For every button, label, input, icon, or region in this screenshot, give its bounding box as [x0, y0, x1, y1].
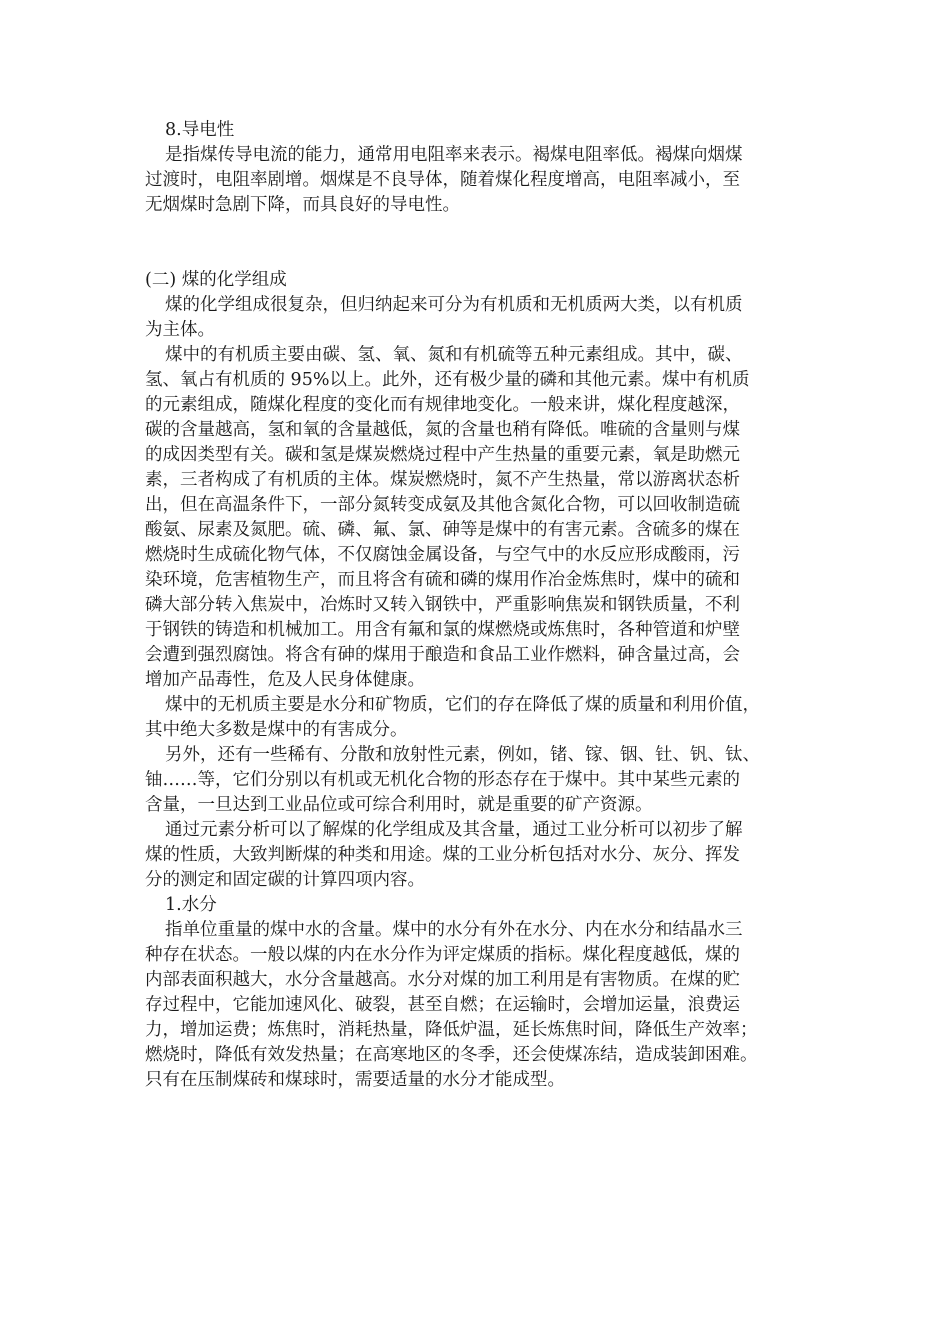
blank-line: [145, 243, 835, 268]
text-line: 指单位重量的煤中水的含量。煤中的水分有外在水分、内在水分和结晶水三: [165, 920, 743, 940]
paragraph: [145, 693, 835, 743]
text-line: 染环境，危害植物生产，而且将含有硫和磷的煤用作冶金炼焦时，煤中的硫和: [145, 570, 740, 590]
text-line: 磷大部分转入焦炭中，冶炼时又转入钢铁中，严重影响焦炭和钢铁质量，不利: [145, 595, 740, 615]
text-line: 酸氨、尿素及氮肥。硫、磷、氟、氯、砷等是煤中的有害元素。含硫多的煤在: [145, 520, 740, 540]
text-line: 无烟煤时急剧下降，而具良好的导电性。: [145, 195, 460, 215]
paragraph: [145, 343, 835, 693]
text-line: 会遭到强烈腐蚀。将含有砷的煤用于酿造和食品工业作燃料，砷含量过高，会: [145, 645, 740, 665]
text-line: 煤中的无机质主要是水分和矿物质，它们的存在降低了煤的质量和利用价值，: [165, 695, 760, 715]
section-heading-moisture: 1.水分: [165, 895, 217, 915]
paragraph: [145, 743, 835, 818]
text-line: 是指煤传导电流的能力，通常用电阻率来表示。褐煤电阻率低。褐煤向烟煤: [165, 145, 743, 165]
text-line: 燃烧时生成硫化物气体，不仅腐蚀金属设备，与空气中的水反应形成酸雨，污: [145, 545, 740, 565]
paragraph: [145, 143, 835, 218]
text-line: 氢、氧占有机质的 95%以上。此外，还有极少量的磷和其他元素。煤中有机质: [145, 370, 750, 390]
text-line: 种存在状态。一般以煤的内在水分作为评定煤质的指标。煤化程度越低，煤的: [145, 945, 740, 965]
text-line: 内部表面积越大，水分含量越高。水分对煤的加工利用是有害物质。在煤的贮: [145, 970, 740, 990]
text-line: 煤中的有机质主要由碳、氢、氧、氮和有机硫等五种元素组成。其中，碳、: [165, 345, 743, 365]
text-line: 煤的性质，大致判断煤的种类和用途。煤的工业分析包括对水分、灰分、挥发: [145, 845, 740, 865]
section-heading-chemical-composition: (二) 煤的化学组成: [145, 270, 287, 290]
paragraph: [145, 918, 835, 1093]
text-line: 存过程中，它能加速风化、破裂，甚至自燃；在运输时，会增加运量，浪费运: [145, 995, 740, 1015]
text-line: 煤的化学组成很复杂，但归纳起来可分为有机质和无机质两大类，以有机质: [165, 295, 743, 315]
text-line: 分的测定和固定碳的计算四项内容。: [145, 870, 425, 890]
paragraph: [145, 293, 835, 343]
text-line: 含量，一旦达到工业品位或可综合利用时，就是重要的矿产资源。: [145, 795, 653, 815]
text-line: 力，增加运费；炼焦时，消耗热量，降低炉温，延长炼焦时间，降低生产效率；: [145, 1020, 758, 1040]
text-line: 过渡时，电阻率剧增。烟煤是不良导体，随着煤化程度增高，电阻率减小，至: [145, 170, 740, 190]
text-line: 其中绝大多数是煤中的有害成分。: [145, 720, 408, 740]
text-line: 素，三者构成了有机质的主体。煤炭燃烧时，氮不产生热量，常以游离状态析: [145, 470, 740, 490]
text-line: 增加产品毒性，危及人民身体健康。: [145, 670, 425, 690]
text-line: 铀……等，它们分别以有机或无机化合物的形态存在于煤中。其中某些元素的: [145, 770, 740, 790]
section-heading-conductivity: 8.导电性: [165, 120, 235, 140]
paragraph: [145, 818, 835, 893]
text-line: 的成因类型有关。碳和氢是煤炭燃烧过程中产生热量的重要元素，氧是助燃元: [145, 445, 740, 465]
text-line: 另外，还有一些稀有、分散和放射性元素，例如，锗、镓、铟、钍、钒、钛、: [165, 745, 760, 765]
text-line: 燃烧时，降低有效发热量；在高寒地区的冬季，还会使煤冻结，造成装卸困难。: [145, 1045, 758, 1065]
text-line: 只有在压制煤砖和煤球时，需要适量的水分才能成型。: [145, 1070, 565, 1090]
text-line: 的元素组成，随煤化程度的变化而有规律地变化。一般来讲，煤化程度越深，: [145, 395, 740, 415]
text-line: 通过元素分析可以了解煤的化学组成及其含量，通过工业分析可以初步了解: [165, 820, 743, 840]
blank-line: [145, 218, 835, 243]
text-line: 于钢铁的铸造和机械加工。用含有氟和氯的煤燃烧或炼焦时，各种管道和炉壁: [145, 620, 740, 640]
text-line: 碳的含量越高，氢和氧的含量越低，氮的含量也稍有降低。唯硫的含量则与煤: [145, 420, 740, 440]
text-line: 出，但在高温条件下，一部分氮转变成氨及其他含氮化合物，可以回收制造硫: [145, 495, 740, 515]
document-page: [145, 118, 835, 1093]
text-line: 为主体。: [145, 320, 215, 340]
